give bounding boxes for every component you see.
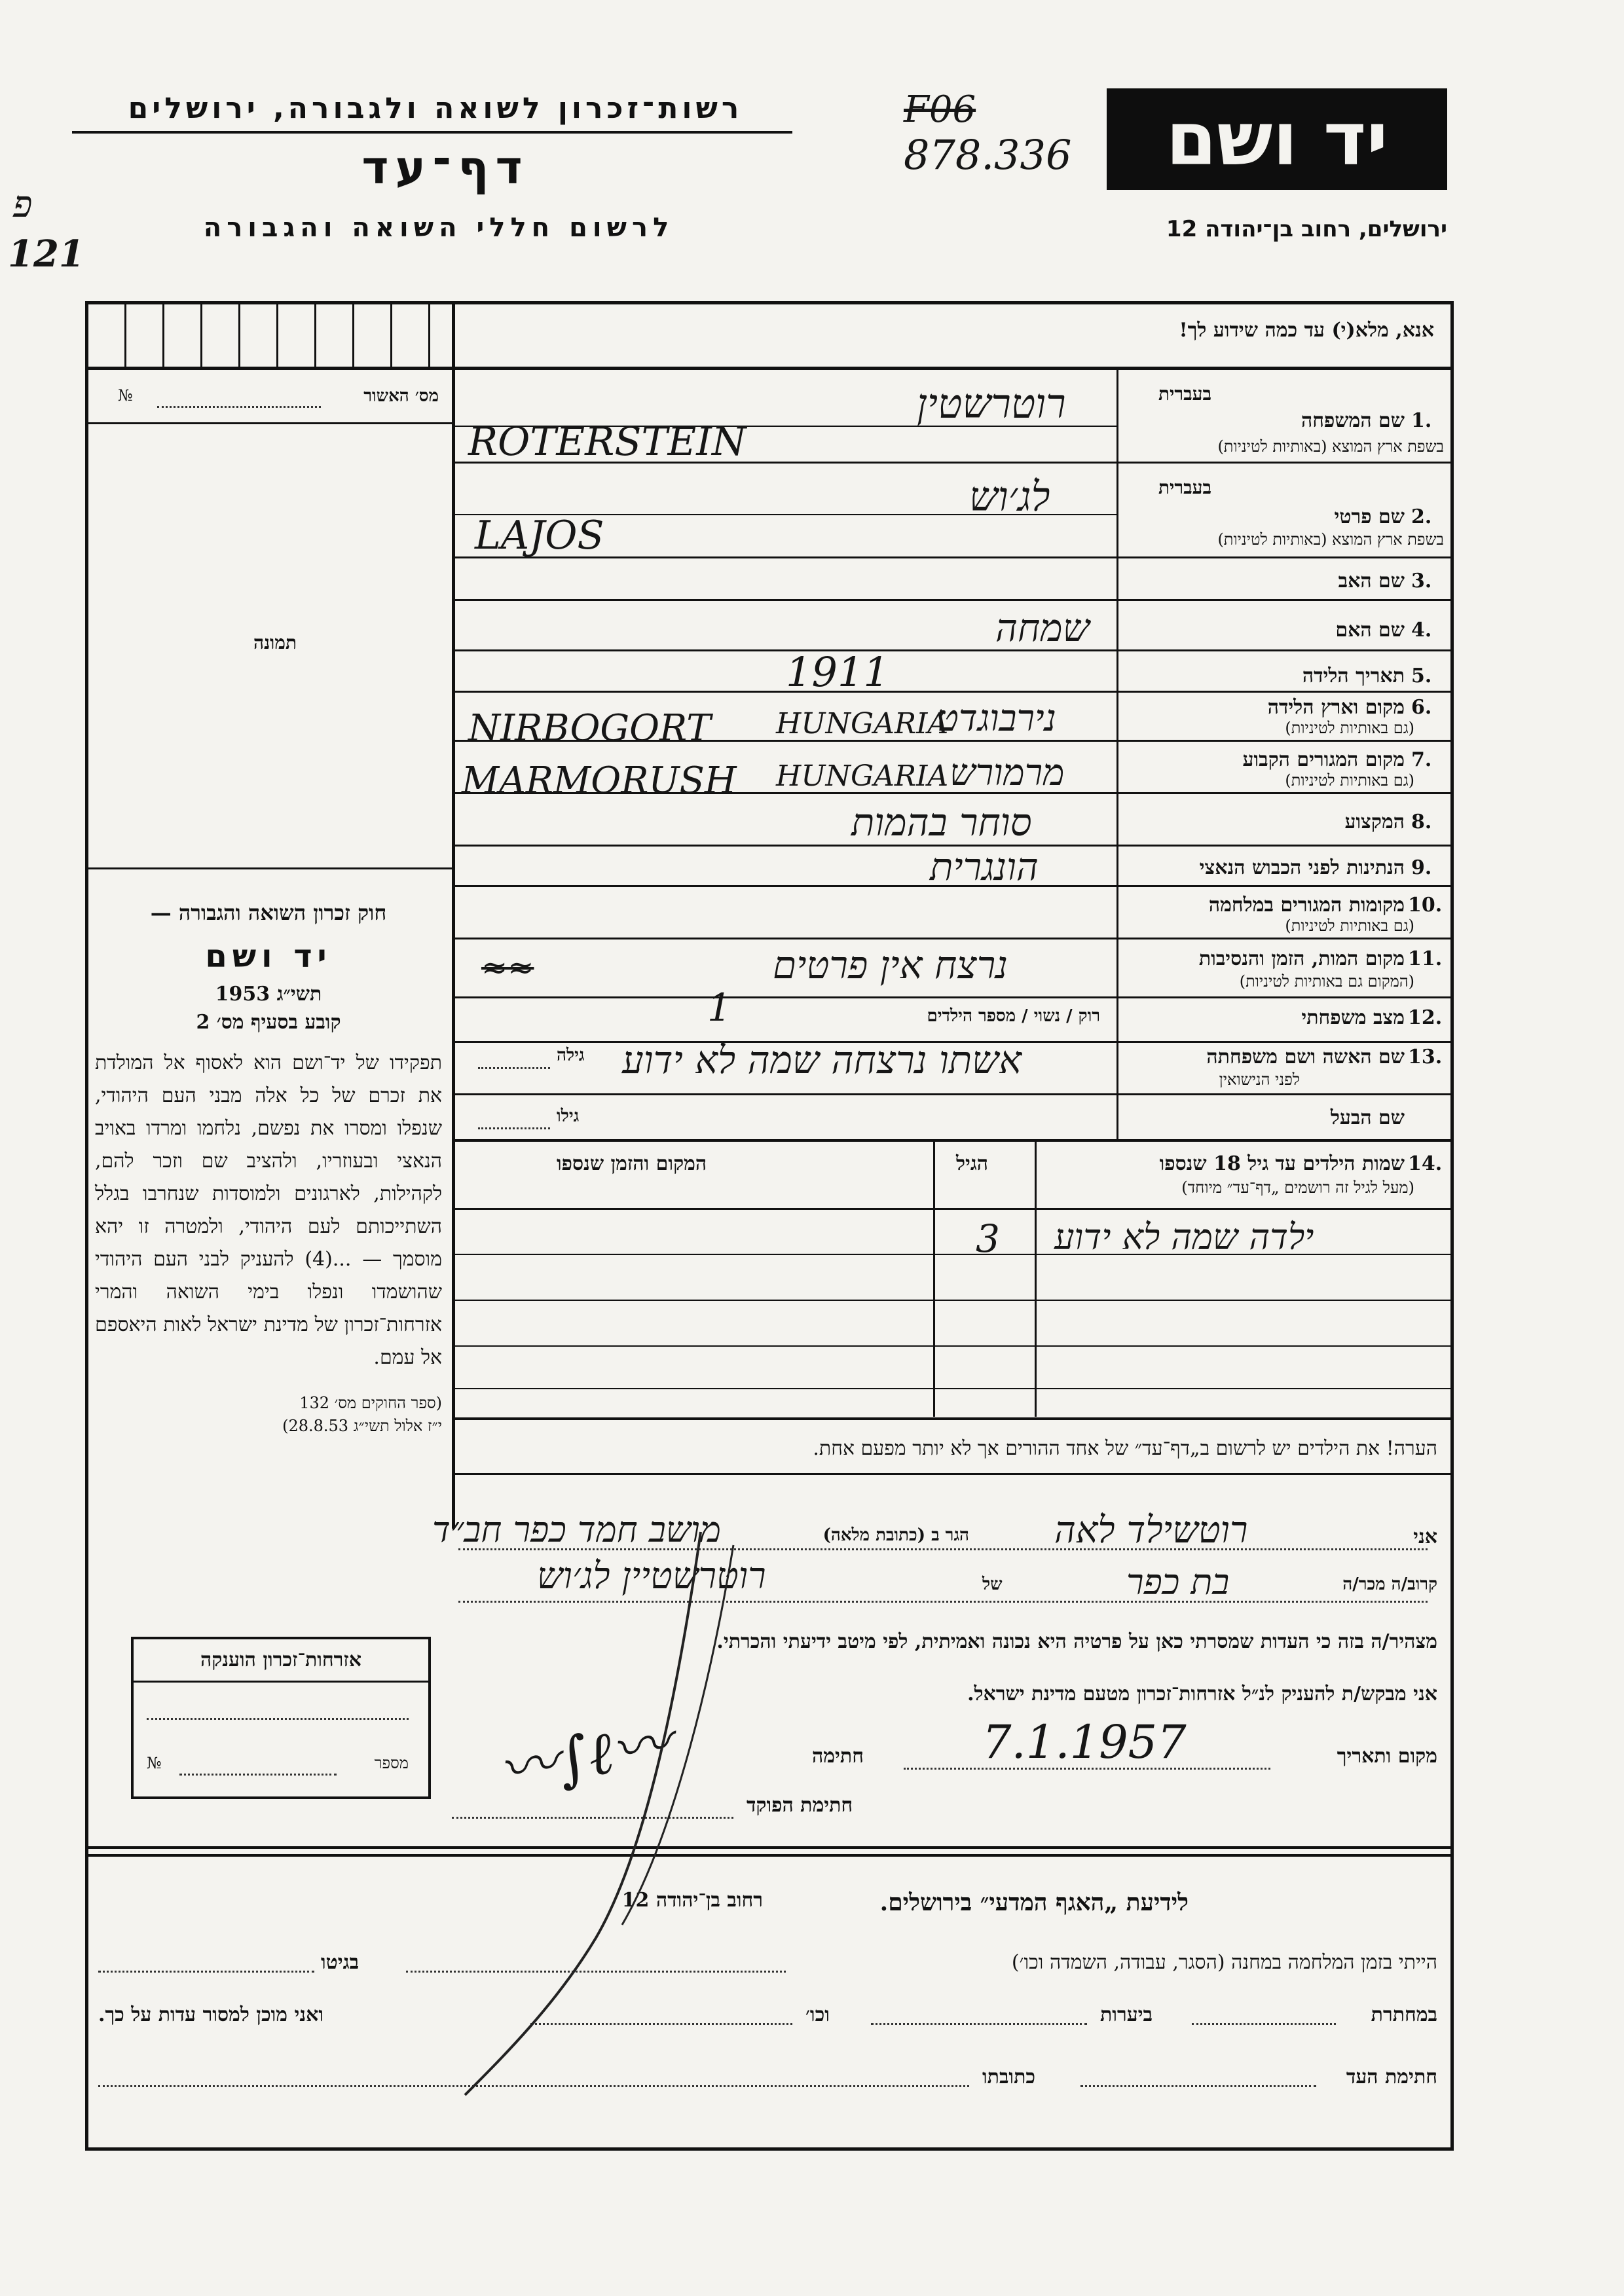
margin-note-bottom: 121 [8, 232, 84, 276]
field-13-label: שם האשה ושם משפחתה [1206, 1046, 1405, 1068]
photo-label: תמונה [253, 632, 297, 653]
instruction-text: אנא, מלא(י) עד כמה שידוע לך! [1179, 319, 1434, 342]
children-age-header: הגיל [956, 1152, 989, 1175]
header-rule [72, 131, 792, 134]
child-1-name: ילדה שמה לא ידוע [1054, 1216, 1314, 1258]
row-rule-11 [455, 996, 1450, 998]
field-1-label: שם המשפחה [1301, 409, 1405, 432]
field-8-label: המקצוע [1344, 811, 1405, 833]
field-1-number: 1. [1411, 409, 1432, 432]
relation-value: בת כפר [1126, 1561, 1230, 1603]
footer-rule-1 [85, 1846, 1450, 1849]
husband-age-line [478, 1127, 550, 1129]
field-12-label: מצב משפחתי [1301, 1006, 1405, 1029]
label-column-divider [1116, 367, 1118, 1139]
left-column-divider [452, 301, 455, 1529]
approval-no-line [157, 406, 321, 408]
field-7-label: מקום המגורים הקבוע [1242, 748, 1405, 771]
footer-line1-dots-2 [98, 1971, 314, 1973]
field-2-value-hebrew: לג׳וש [969, 473, 1050, 520]
field-6-value-latin: NIRBOGORT [468, 707, 711, 750]
field-11-number: 11. [1408, 947, 1443, 970]
logo-text: יד ושם [1166, 96, 1388, 182]
footer-line3-b: כתובתו [982, 2066, 1036, 2088]
yad-vashem-logo [1107, 88, 1447, 190]
pen-stroke [426, 1519, 753, 2108]
witness-signature: 〰∫ℓ〰 [494, 1707, 676, 1806]
file-number: 878.336 [904, 131, 1072, 179]
children-note: הערה! את הילדים יש לרשום ב„דף־עד״ של אחד ההורים אך לא יותר מפעם אחת. [813, 1437, 1437, 1460]
law-source-1: (ספר החוקים מס׳ 132 [299, 1394, 442, 1412]
declaration-i-label: אני [1413, 1525, 1437, 1548]
witness-name: רוטשילד לאה [1054, 1509, 1248, 1552]
field-5-value: 1911 [786, 648, 889, 696]
field-4-number: 4. [1411, 619, 1432, 642]
husband-label: שם הבעל [1330, 1106, 1405, 1129]
field-2-number: 2. [1411, 505, 1432, 528]
resides-label: הגר ב (כתובת מלאה) [822, 1525, 969, 1545]
row-rule-2b [455, 556, 1450, 558]
row-rule-3 [455, 599, 1450, 601]
row-rule-14 [455, 1139, 1450, 1142]
footer-line2-dots-1 [1192, 2023, 1336, 2025]
field-6-sublabel: (גם באותיות לטיניות) [1285, 719, 1414, 737]
field-7-number: 7. [1411, 748, 1432, 771]
footer-line3-dots-1 [1080, 2085, 1316, 2087]
children-label: שמות הילדים עד גיל 18 שנספו [1159, 1152, 1405, 1175]
tick-boxes [88, 304, 452, 367]
husband-age-label: גילו [557, 1106, 580, 1126]
law-text: תפקידו של יד־ושם הוא לאסוף אל המולדת את זכרם של כל אלה מבני העם היהודי, שנפלו ומסרו את נפשם, נלחמו ומרדו באויב הנאצי ובעוזריו, ולהציב שם וזכר להם, לקהילות, לארגונים ולמוסדות שנחרבו בגלל השתייכותם לעם היהודי, ולמטרה זו יהא מוסמך — ...(4) להעניק לבני העם היהודי שהושמדו ונפלו בימי השואה והמרי אזרחות־זכרון של מדינת ישראל לאות היאספם אל עמם. [95, 1051, 442, 1369]
citizenship-box-title: אזרחות־זכרון הוענקה [134, 1639, 428, 1683]
form-title: דף־עד [361, 141, 529, 194]
field-13-age-label: גילה [557, 1046, 585, 1065]
field-12-options: רוק / נשוי / מספר הילדים [927, 1006, 1100, 1026]
citizenship-box-line-2 [179, 1774, 337, 1776]
relation-label: קרוב/ה מכר/ה [1342, 1575, 1437, 1594]
authority-name: רשות־זכרון לשואה ולגבורה, ירושלים [128, 92, 743, 125]
children-header-rule [455, 1208, 1450, 1210]
place-date-line [904, 1768, 1270, 1770]
field-8-number: 8. [1411, 811, 1432, 833]
law-source-2: י״ז אלול תשי״ג 28.8.53) [282, 1417, 442, 1435]
children-col-divider-2 [1035, 1142, 1037, 1417]
instruction-row-rule [85, 367, 1450, 370]
place-date-value: 7.1.1957 [982, 1715, 1187, 1769]
field-9-number: 9. [1411, 856, 1432, 879]
law-clause: קובע בסעיף מס׳ 2 [196, 1011, 341, 1034]
children-bottom-rule [455, 1417, 1450, 1420]
law-year: תשי״ג 1953 [215, 983, 322, 1006]
law-name: יד ושם [205, 938, 332, 975]
row-rule-13 [455, 1093, 1450, 1095]
field-13-value: אשתו נרצחה שמה לא ידוע [622, 1038, 1022, 1082]
field-9-label: הנתינות לפני הכבוש הנאצי [1199, 856, 1405, 879]
field-6-number: 6. [1411, 696, 1432, 719]
children-row-rule-2 [455, 1300, 1450, 1301]
footer-line2-a: במחתרת [1371, 2003, 1437, 2026]
photo-bottom-rule [88, 867, 452, 869]
approval-number-row [98, 386, 439, 412]
field-13-number: 13. [1408, 1046, 1443, 1068]
officer-signature-label: חתימת הפוקד [747, 1794, 853, 1817]
photo-top-rule [88, 422, 452, 424]
footer-line1-b: בגיטו [321, 1951, 360, 1974]
field-13-age-line [478, 1067, 550, 1069]
approval-no-sign: № [118, 386, 133, 405]
note-bottom-rule [455, 1473, 1450, 1475]
field-4-label: שם האם [1335, 619, 1405, 642]
footer-title: לידיעת „האגף המדעי״ בירושלים. [879, 1889, 1189, 1916]
citizenship-box-no: № [147, 1754, 162, 1772]
of-label: של [982, 1575, 1003, 1594]
witness-address: מושב חמד כפר חב״ד [432, 1509, 721, 1550]
field-6-value-country: HUNGARIA [776, 707, 949, 740]
field-14-number: 14. [1408, 1152, 1443, 1175]
request-text: אני מבקש/ת להעניק לנ״ל אזרחות־זכרון מטעם מדינת ישראל. [967, 1683, 1437, 1705]
field-8-value: סוחר בהמות [851, 800, 1032, 845]
yad-vashem-address: ירושלים, רחוב בן־יהודה 12 [1166, 216, 1447, 242]
footer-line2-b: ביערות [1100, 2003, 1153, 2026]
field-3-label: שם האב [1338, 570, 1405, 592]
place-date-label: מקום ותאריך [1337, 1745, 1437, 1768]
approval-no-label: מס׳ האשור [363, 386, 439, 406]
footer-line2-dots-2 [871, 2023, 1087, 2025]
statement-text: מצהיר/ה בזה כי העדות שמסרתי כאן על פרטיה היא נכונה ואמיתית, לפי מיטב ידיעתי והכרתי. [716, 1630, 1437, 1653]
field-11-scribble: ≈≈ [481, 949, 534, 986]
field-7-value-country: HUNGARIA [776, 759, 949, 793]
of-value: רוטרשטיין לג׳וש [537, 1555, 766, 1597]
footer-line2-d: ואני מוכן למסור עדות על כך. [98, 2003, 324, 2026]
row-rule-5 [455, 691, 1450, 693]
field-10-sublabel: (גם באותיות לטיניות) [1285, 917, 1414, 935]
file-number-struck: F06 [904, 88, 976, 131]
field-1-value-latin: ROTERSTEIN [468, 419, 747, 465]
citizenship-box [131, 1637, 431, 1799]
field-4-value: שמחה [995, 606, 1090, 650]
field-5-number: 5. [1411, 665, 1432, 687]
field-11-value: נרצח אין פרטים [773, 943, 1008, 987]
children-row-rule-3 [455, 1345, 1450, 1347]
field-1-sublabel: בשפת ארץ המוצא (באותיות לטיניות) [1217, 437, 1444, 456]
field-13-sublabel: לפני הנישואין [1219, 1070, 1300, 1089]
field-3-number: 3. [1411, 570, 1432, 592]
field-12-number: 12. [1408, 1006, 1443, 1029]
law-title: חוק זכרון השואה והגבורה — [150, 900, 387, 925]
signature-label: חתימה [812, 1745, 864, 1768]
form-subtitle: לרשום חללי השואה והגבורה [203, 213, 674, 243]
field-7-value-hebrew: מרמורש [950, 752, 1065, 794]
field-6-label: מקום וארץ הלידה [1267, 696, 1405, 719]
field-6-value-hebrew: נירבוגדט [936, 697, 1056, 740]
footer-line3-a: חתימת העד [1346, 2066, 1437, 2088]
children-sublabel: (מעל לגיל זה רושמים „דף־עד״ מיוחד) [1181, 1178, 1414, 1197]
field-2-label: שם פרטי [1334, 505, 1405, 528]
children-row-rule-4 [455, 1388, 1450, 1389]
field-2-lang-label: בעברית [1158, 477, 1211, 498]
citizenship-box-number: מספר [374, 1754, 409, 1772]
field-10-number: 10. [1408, 894, 1443, 917]
field-2-value-latin: LAJOS [475, 513, 604, 558]
field-5-label: תאריך הלידה [1302, 665, 1405, 687]
field-1-lang-label: בעברית [1158, 383, 1211, 405]
field-1-value-hebrew: רוטרשטין [917, 380, 1066, 428]
row-rule-4 [455, 649, 1450, 651]
children-place-header: המקום והזמן שנספו [557, 1152, 707, 1175]
children-col-divider-1 [933, 1142, 935, 1417]
footer-rule-2 [85, 1854, 1450, 1857]
field-11-label: מקום המות, הזמן והנסיבות [1198, 947, 1405, 970]
margin-note-top: פ [13, 183, 33, 226]
field-7-sublabel: (גם באותיות לטיניות) [1285, 771, 1414, 790]
field-12-children-count: 1 [707, 985, 731, 1030]
law-sidebar [95, 900, 442, 1436]
footer-address: רחוב בן־יהודה 12 [621, 1889, 763, 1912]
row-rule-10 [455, 938, 1450, 939]
citizenship-box-line-1 [147, 1718, 409, 1720]
field-2-sublabel: בשפת ארץ המוצא (באותיות לטיניות) [1217, 530, 1444, 549]
field-11-sublabel: (המקום גם באותיות לטיניות) [1239, 972, 1414, 991]
footer-line1-a: הייתי בזמן המלחמה במחנה (הסגר, עבודה, השמדה וכו׳) [1011, 1951, 1437, 1974]
field-9-value: הונגרית [930, 845, 1039, 889]
field-7-value-latin: MARMORUSH [462, 759, 737, 802]
footer-line2-c: וכו׳ [805, 2003, 830, 2026]
child-1-age: 3 [976, 1216, 1000, 1261]
field-10-label: מקומות המגורים במלחמה [1208, 894, 1405, 917]
